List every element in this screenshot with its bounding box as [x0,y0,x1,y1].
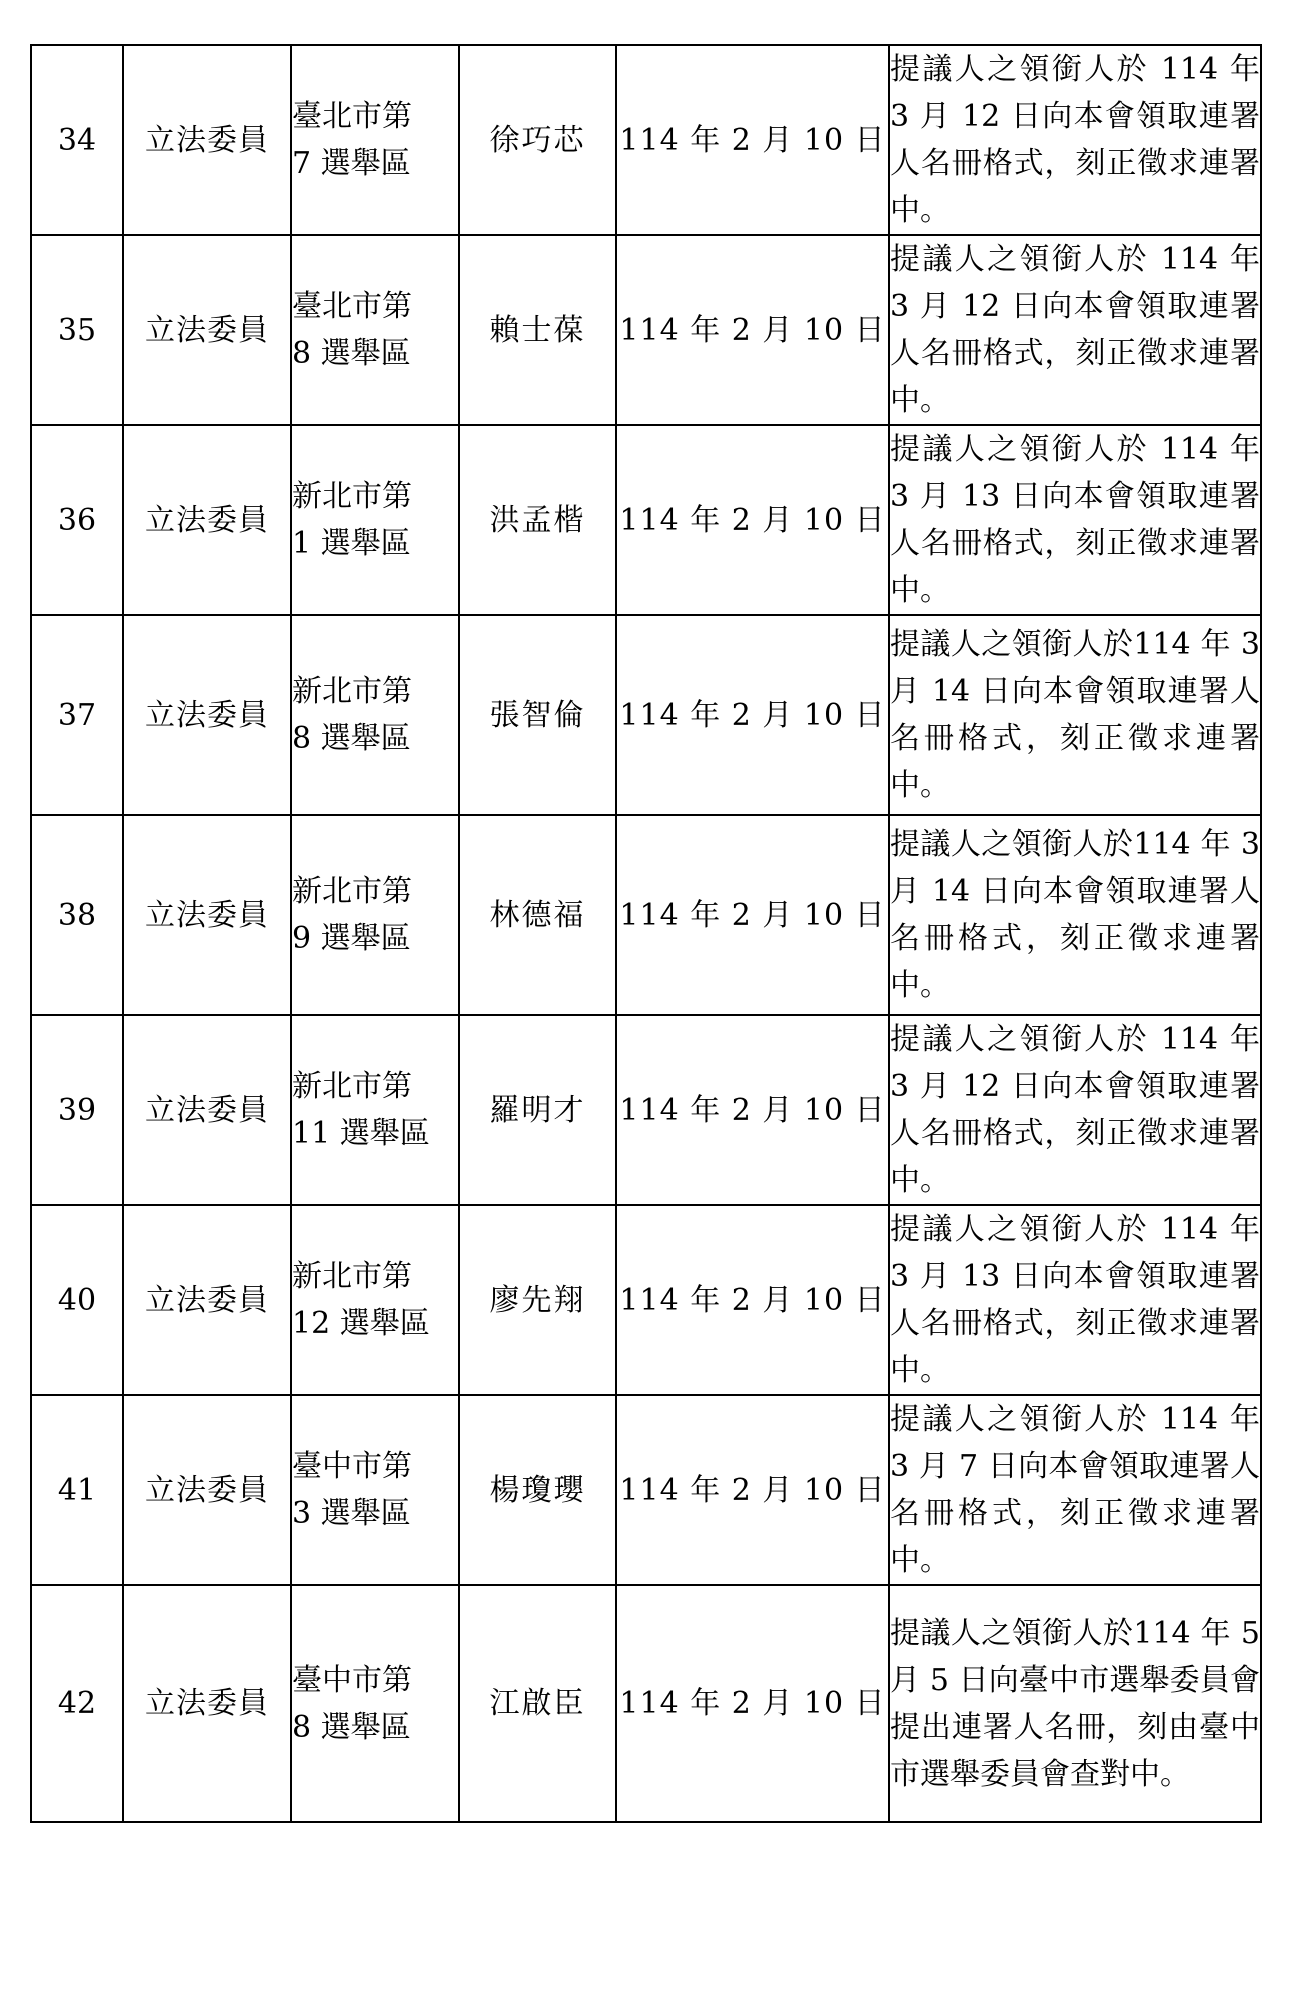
date-cell: 114 年 2 月 10 日 [616,615,889,815]
status-cell: 提議人之領銜人於 114 年 3 月 12 日向本會領取連署人名冊格式，刻正徵求連署中。 [889,235,1261,425]
office-cell: 立法委員 [123,815,291,1015]
date-cell: 114 年 2 月 10 日 [616,1395,889,1585]
name-cell: 林德福 [459,815,616,1015]
district-cell [291,1585,459,1822]
row-number: 42 [31,1585,123,1822]
name-cell: 張智倫 [459,615,616,815]
district-line-2: 8 選舉區 [292,721,411,756]
name-cell: 洪孟楷 [459,425,616,615]
district-cell [291,1015,459,1205]
date-cell: 114 年 2 月 10 日 [616,235,889,425]
district-line-2: 9 選舉區 [292,921,411,956]
district-cell [291,425,459,615]
status-cell: 提議人之領銜人於114 年 3 月 14 日向本會領取連署人名冊格式，刻正徵求連署中。 [889,815,1261,1015]
row-number: 35 [31,235,123,425]
district-cell [291,235,459,425]
office-cell: 立法委員 [123,1015,291,1205]
district-cell [291,45,459,235]
district-line-1: 臺北市第 [292,289,412,324]
district-line-2: 8 選舉區 [292,1709,411,1745]
district-line-1: 新北市第 [292,874,412,909]
table-row [31,45,1261,235]
name-cell: 江啟臣 [459,1585,616,1822]
table-row [31,615,1261,815]
district-line-1: 新北市第 [292,1069,412,1104]
name-cell: 羅明才 [459,1015,616,1205]
date-cell: 114 年 2 月 10 日 [616,815,889,1015]
district-line-1: 新北市第 [292,479,412,514]
district-line-2: 3 選舉區 [292,1496,411,1531]
date-cell: 114 年 2 月 10 日 [616,425,889,615]
district-line-2: 11 選舉區 [292,1116,430,1151]
table-row [31,235,1261,425]
office-cell: 立法委員 [123,1585,291,1822]
office-cell: 立法委員 [123,1395,291,1585]
office-cell: 立法委員 [123,1205,291,1395]
district-cell [291,1205,459,1395]
name-cell: 徐巧芯 [459,45,616,235]
row-number: 36 [31,425,123,615]
office-cell: 立法委員 [123,615,291,815]
table-row [31,1585,1261,1822]
row-number: 39 [31,1015,123,1205]
row-number: 41 [31,1395,123,1585]
district-line-1: 臺中市第 [292,1662,412,1698]
district-cell [291,615,459,815]
date-cell: 114 年 2 月 10 日 [616,1585,889,1822]
date-cell: 114 年 2 月 10 日 [616,45,889,235]
status-cell: 提議人之領銜人於 114 年 3 月 12 日向本會領取連署人名冊格式，刻正徵求連署中。 [889,1015,1261,1205]
status-cell: 提議人之領銜人於 114 年 3 月 13 日向本會領取連署人名冊格式，刻正徵求連署中。 [889,425,1261,615]
date-cell: 114 年 2 月 10 日 [616,1205,889,1395]
status-cell: 提議人之領銜人於 114 年 3 月 7 日向本會領取連署人名冊格式，刻正徵求連署中。 [889,1395,1261,1585]
status-cell: 提議人之領銜人於114 年 3 月 14 日向本會領取連署人名冊格式，刻正徵求連署中。 [889,615,1261,815]
office-cell: 立法委員 [123,45,291,235]
district-line-2: 7 選舉區 [292,146,411,181]
table-row [31,425,1261,615]
row-number: 38 [31,815,123,1015]
district-cell [291,815,459,1015]
district-line-1: 臺北市第 [292,99,412,134]
name-cell: 楊瓊瓔 [459,1395,616,1585]
row-number: 34 [31,45,123,235]
office-cell: 立法委員 [123,425,291,615]
date-cell: 114 年 2 月 10 日 [616,1015,889,1205]
table-row [31,815,1261,1015]
row-number: 37 [31,615,123,815]
office-cell: 立法委員 [123,235,291,425]
district-line-1: 臺中市第 [292,1449,412,1484]
table-row [31,1015,1261,1205]
district-line-2: 1 選舉區 [292,526,411,561]
recall-cases-table [30,44,1262,1823]
name-cell: 賴士葆 [459,235,616,425]
district-line-1: 新北市第 [292,674,412,709]
district-line-1: 新北市第 [292,1259,412,1294]
status-cell: 提議人之領銜人於 114 年 3 月 12 日向本會領取連署人名冊格式，刻正徵求連署中。 [889,45,1261,235]
table-row [31,1395,1261,1585]
name-cell: 廖先翔 [459,1205,616,1395]
status-cell: 提議人之領銜人於 114 年 3 月 13 日向本會領取連署人名冊格式，刻正徵求連署中。 [889,1205,1261,1395]
district-line-2: 12 選舉區 [292,1306,430,1341]
district-line-2: 8 選舉區 [292,336,411,371]
status-cell: 提議人之領銜人於114 年 5 月 5 日向臺中市選舉委員會提出連署人名冊，刻由臺中市選舉委員會查對中。 [889,1585,1261,1822]
district-cell [291,1395,459,1585]
row-number: 40 [31,1205,123,1395]
table-row [31,1205,1261,1395]
